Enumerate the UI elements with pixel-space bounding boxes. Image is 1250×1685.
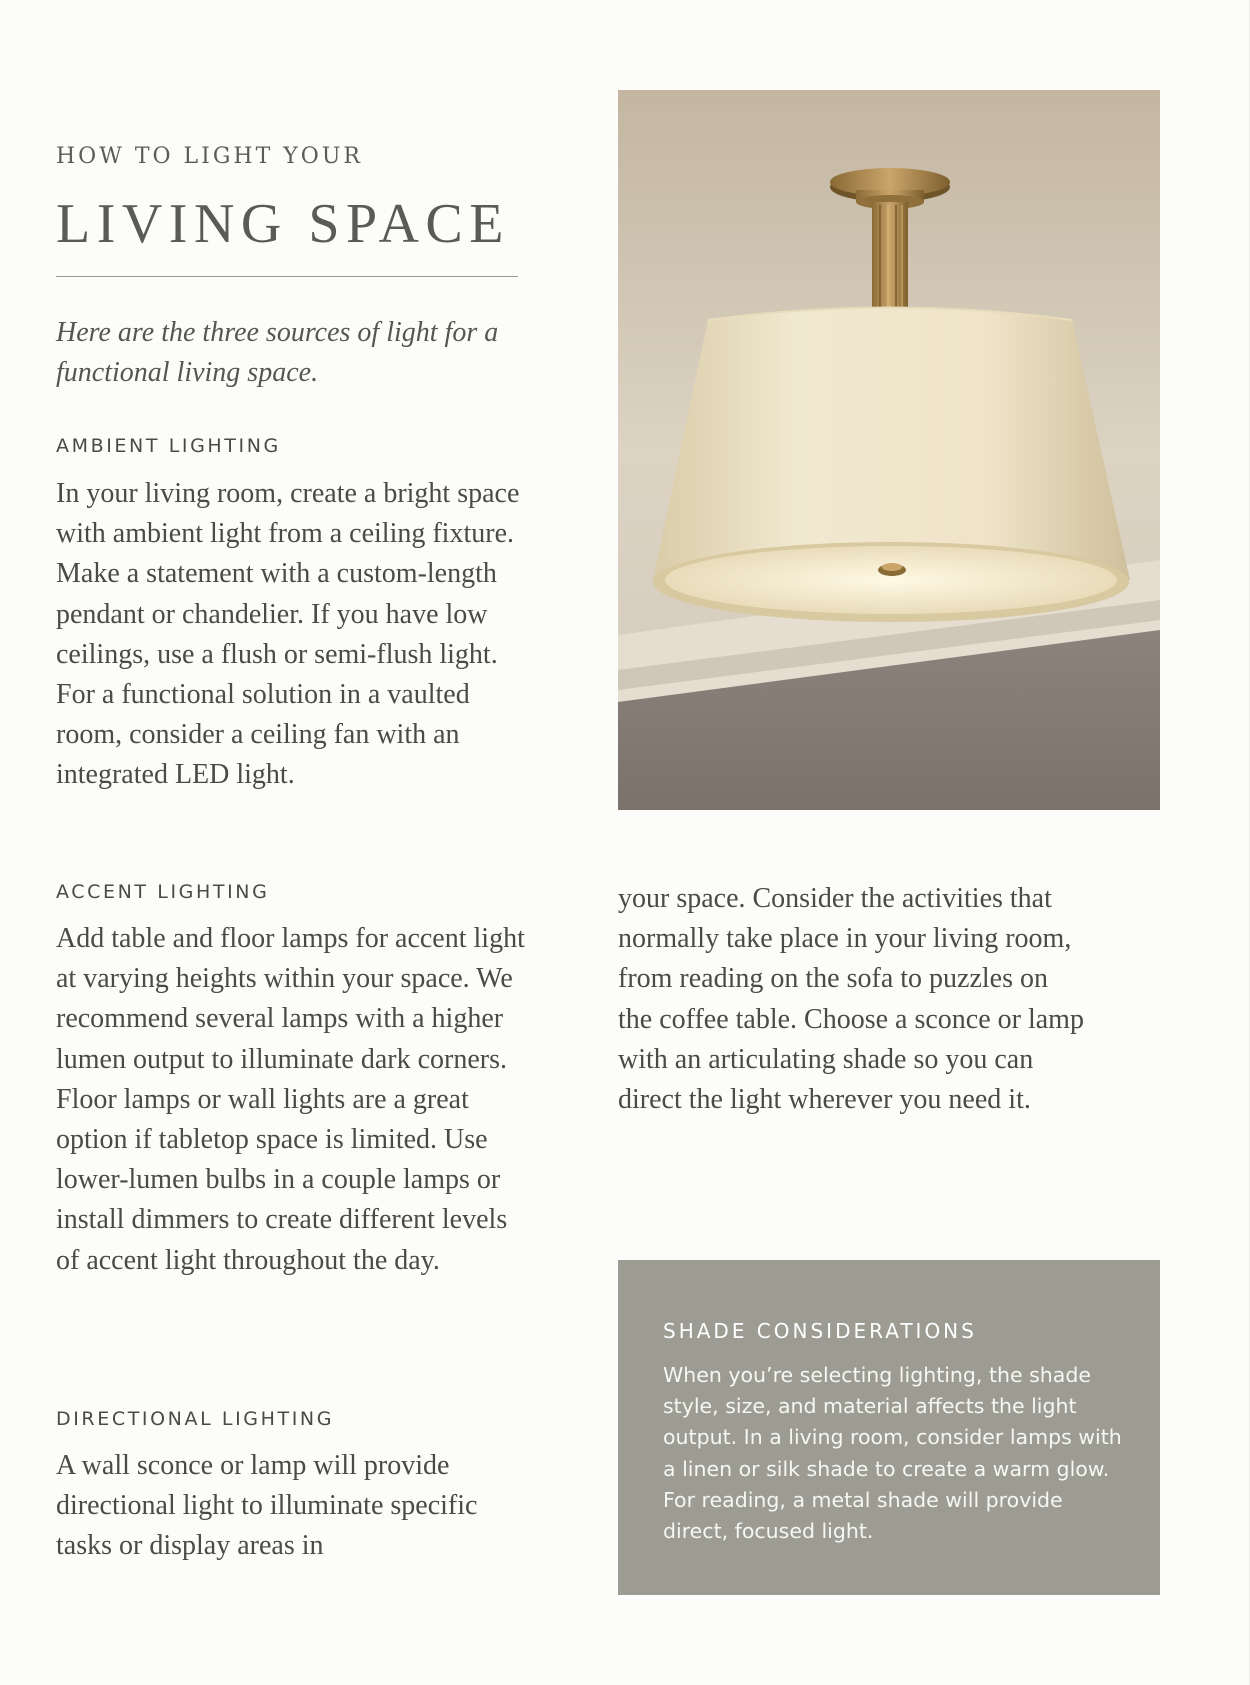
accent-heading: ACCENT LIGHTING (56, 881, 270, 903)
page-title: LIVING SPACE (56, 193, 510, 255)
callout-heading: SHADE CONSIDERATIONS (663, 1319, 977, 1343)
directional-text-part1: A wall sconce or lamp will provide directional light to illuminate specific tasks or display areas in (56, 1450, 478, 1562)
page-kicker: HOW TO LIGHT YOUR (56, 144, 363, 169)
ceiling-light-photo (618, 90, 1160, 810)
ambient-text: In your living room, create a bright space with ambient light from a ceiling fixture. Make a statement with a custom-length pendant or chandelier. If you have low ceilings, use a flush or semi-flush light. For a functional solution in a vaulted room, consider a ceiling fan with an integrated LED light. (56, 478, 520, 791)
accent-text: Add table and floor lamps for accent light at varying heights within your space. We recommend several lamps with a higher lumen output to illuminate dark corners. Floor lamps or wall lights are a great option if tabletop space is limited. Use lower-lumen bulbs in a couple lamps or install dimmers to create different levels of accent light throughout the day. (56, 923, 525, 1276)
shade-considerations-box (618, 1260, 1160, 1595)
title-divider (56, 276, 518, 277)
ambient-heading: AMBIENT LIGHTING (56, 435, 281, 457)
ceiling-light-illustration (618, 90, 1160, 810)
intro-text: Here are the three sources of light for a functional living space. (56, 317, 499, 388)
directional-text-part2: your space. Consider the activities that normally take place in your living room, from reading on the sofa to puzzles on the coffee table. Choose a sconce or lamp with an articulating shade so you can direct the light wherever you need it. (618, 883, 1084, 1116)
callout-text: When you’re selecting lighting, the shade style, size, and material affects the light output. In a living room, consider lamps with a linen or silk shade to create a warm glow. For reading, a metal shade will provide direct, focused light. (663, 1363, 1122, 1544)
directional-heading: DIRECTIONAL LIGHTING (56, 1408, 335, 1430)
header-block (56, 146, 526, 393)
